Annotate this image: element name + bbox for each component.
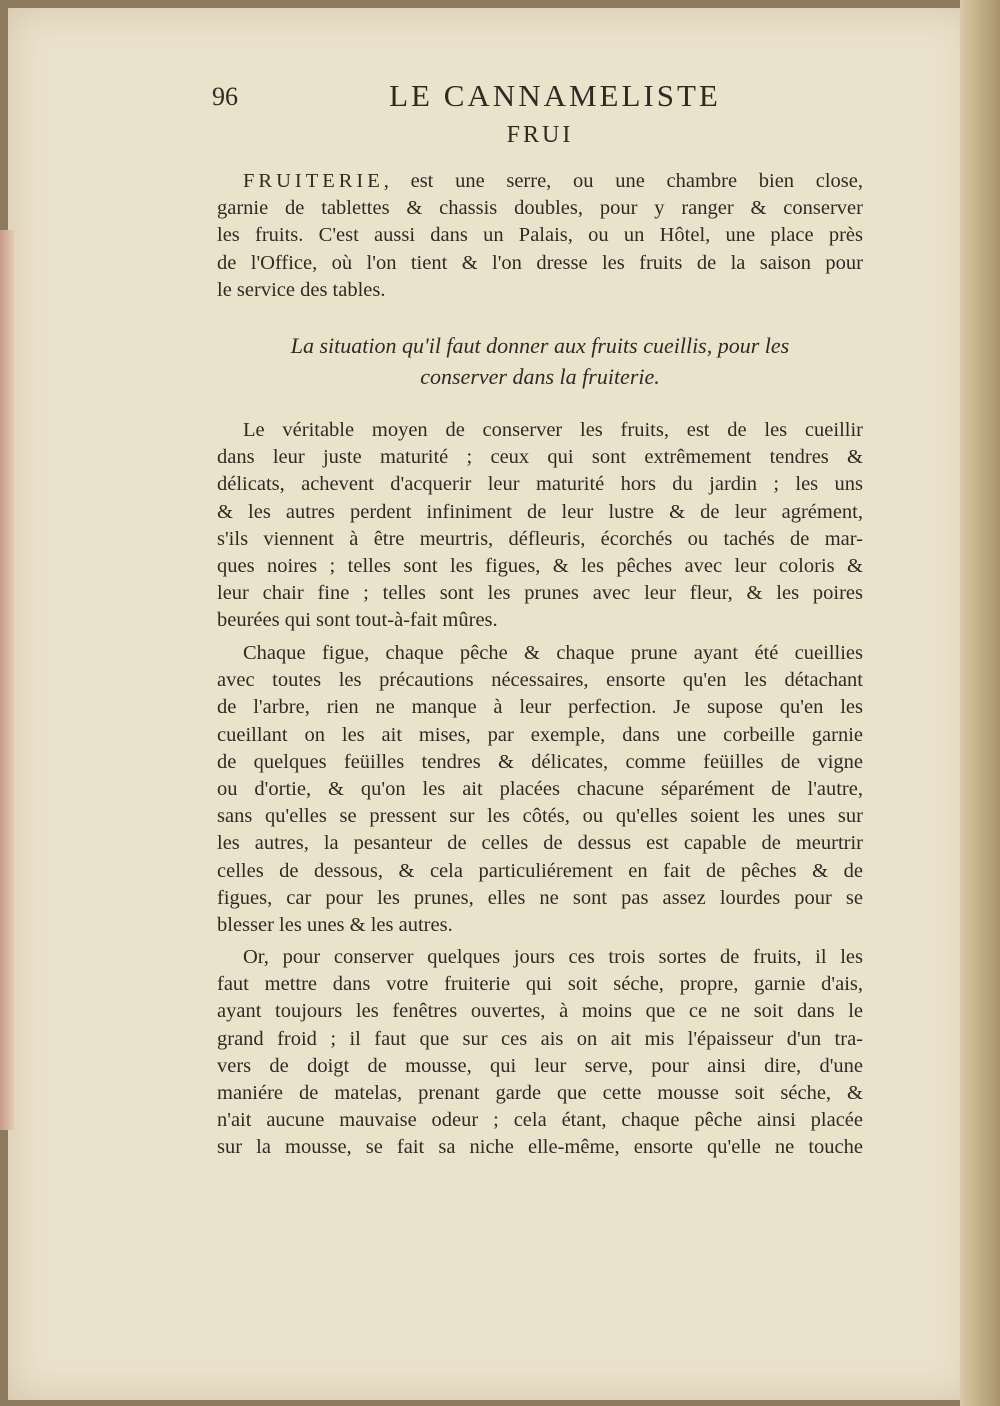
- page-number: 96: [212, 82, 238, 111]
- text-line: n'ait aucune mauvaise odeur ; cela étant, chaque pêche ainsi placée: [217, 1109, 863, 1132]
- text-line: leur chair fine ; telles sont les prunes avec leur fleur, & les poires: [217, 582, 863, 605]
- text-line: Le véritable moyen de conserver les fruits, est de les cueillir: [243, 419, 863, 441]
- section-subtitle: [225, 330, 855, 392]
- text-line: de l'arbre, rien ne manque à leur perfection. Je supose qu'en les: [217, 696, 863, 719]
- text-line: Chaque figue, chaque pêche & chaque prune ayant été cueillies: [243, 642, 863, 664]
- text-line: sans qu'elles se pressent sur les côtés, ou qu'elles soient les unes sur: [217, 805, 863, 828]
- text-line: celles de dessous, & cela particuliérement en fait de pêches & de: [217, 859, 863, 882]
- subtitle-line-2: conserver dans la fruiterie.: [420, 364, 660, 389]
- entry-word: FRUITERIE: [243, 170, 384, 192]
- subtitle-line-1: La situation qu'il faut donner aux fruits cueillis, pour les: [290, 333, 790, 358]
- text-line: avec toutes les précautions nécessaires, ensorte qu'en les détachant: [217, 669, 863, 692]
- text-line: ayant toujours les fenêtres ouvertes, à moins que ce ne soit dans le: [217, 1000, 863, 1023]
- text-line: de l'Office, où l'on tient & l'on dresse les fruits de la saison pour: [217, 251, 863, 274]
- text-line: cueillant on les ait mises, par exemple, dans une corbeille garnie: [217, 723, 863, 746]
- text-line: ques noires ; telles sont les figues, & les pêches avec leur coloris &: [217, 554, 863, 577]
- text-line: & les autres perdent infiniment de leur lustre & de leur agrément,: [217, 500, 863, 523]
- text-line: beurées qui sont tout-à-fait mûres.: [217, 609, 498, 632]
- text-line: s'ils viennent à être meurtris, défleuris, écorchés ou tachés de mar-: [217, 527, 863, 550]
- paragraph-storage: [217, 944, 863, 1162]
- text-line: grand froid ; il faut que sur ces ais on ait mis l'épaisseur d'un tra-: [217, 1027, 863, 1050]
- text-line: garnie de tablettes & chassis doubles, pour y ranger & conserver: [217, 197, 863, 220]
- section-head: FRUI: [506, 122, 574, 148]
- text-line: le service des tables.: [217, 278, 386, 301]
- text-line: maniére de matelas, prenant garde que cette mousse soit séche, &: [217, 1081, 863, 1104]
- text-line: dans leur juste maturité ; ceux qui sont extrêmement tendres &: [217, 446, 863, 469]
- text-line: sur la mousse, se fait sa niche elle-même, ensorte qu'elle ne touche: [217, 1136, 863, 1159]
- text-line: vers de doigt de mousse, qui leur serve, pour ainsi dire, d'une: [217, 1054, 863, 1077]
- text-line: de quelques feüilles tendres & délicates, comme feüilles de vigne: [217, 750, 863, 773]
- text-line: les fruits. C'est aussi dans un Palais, ou un Hôtel, une place près: [217, 224, 863, 247]
- paragraph-conservation-method: [217, 417, 863, 635]
- text-line-rest: , est une serre, ou une chambre bien close,: [383, 170, 863, 192]
- text-line: figues, car pour les prunes, elles ne sont pas assez lourdes pour se: [217, 886, 863, 909]
- paragraph-picking: [217, 640, 863, 939]
- text-line: Or, pour conserver quelques jours ces trois sortes de fruits, il les: [243, 946, 863, 968]
- text-line: les autres, la pesanteur de celles de dessus est capable de meurtrir: [217, 832, 863, 855]
- text-line: blesser les unes & les autres.: [217, 913, 453, 936]
- text-line: [217, 168, 863, 195]
- binding-edge: [0, 230, 14, 1130]
- page-stack-edge: [960, 0, 1000, 1406]
- text-line: ou d'ortie, & qu'on les ait placées chacune séparément de l'autre,: [217, 777, 863, 800]
- text-line: délicats, achevent d'acquerir leur maturité hors du jardin ; les uns: [217, 473, 863, 496]
- text-line: faut mettre dans votre fruiterie qui soit séche, propre, garnie d'ais,: [217, 973, 863, 996]
- paragraph-fruiterie-definition: [217, 168, 863, 304]
- running-head: LE CANNAMELISTE: [389, 78, 721, 113]
